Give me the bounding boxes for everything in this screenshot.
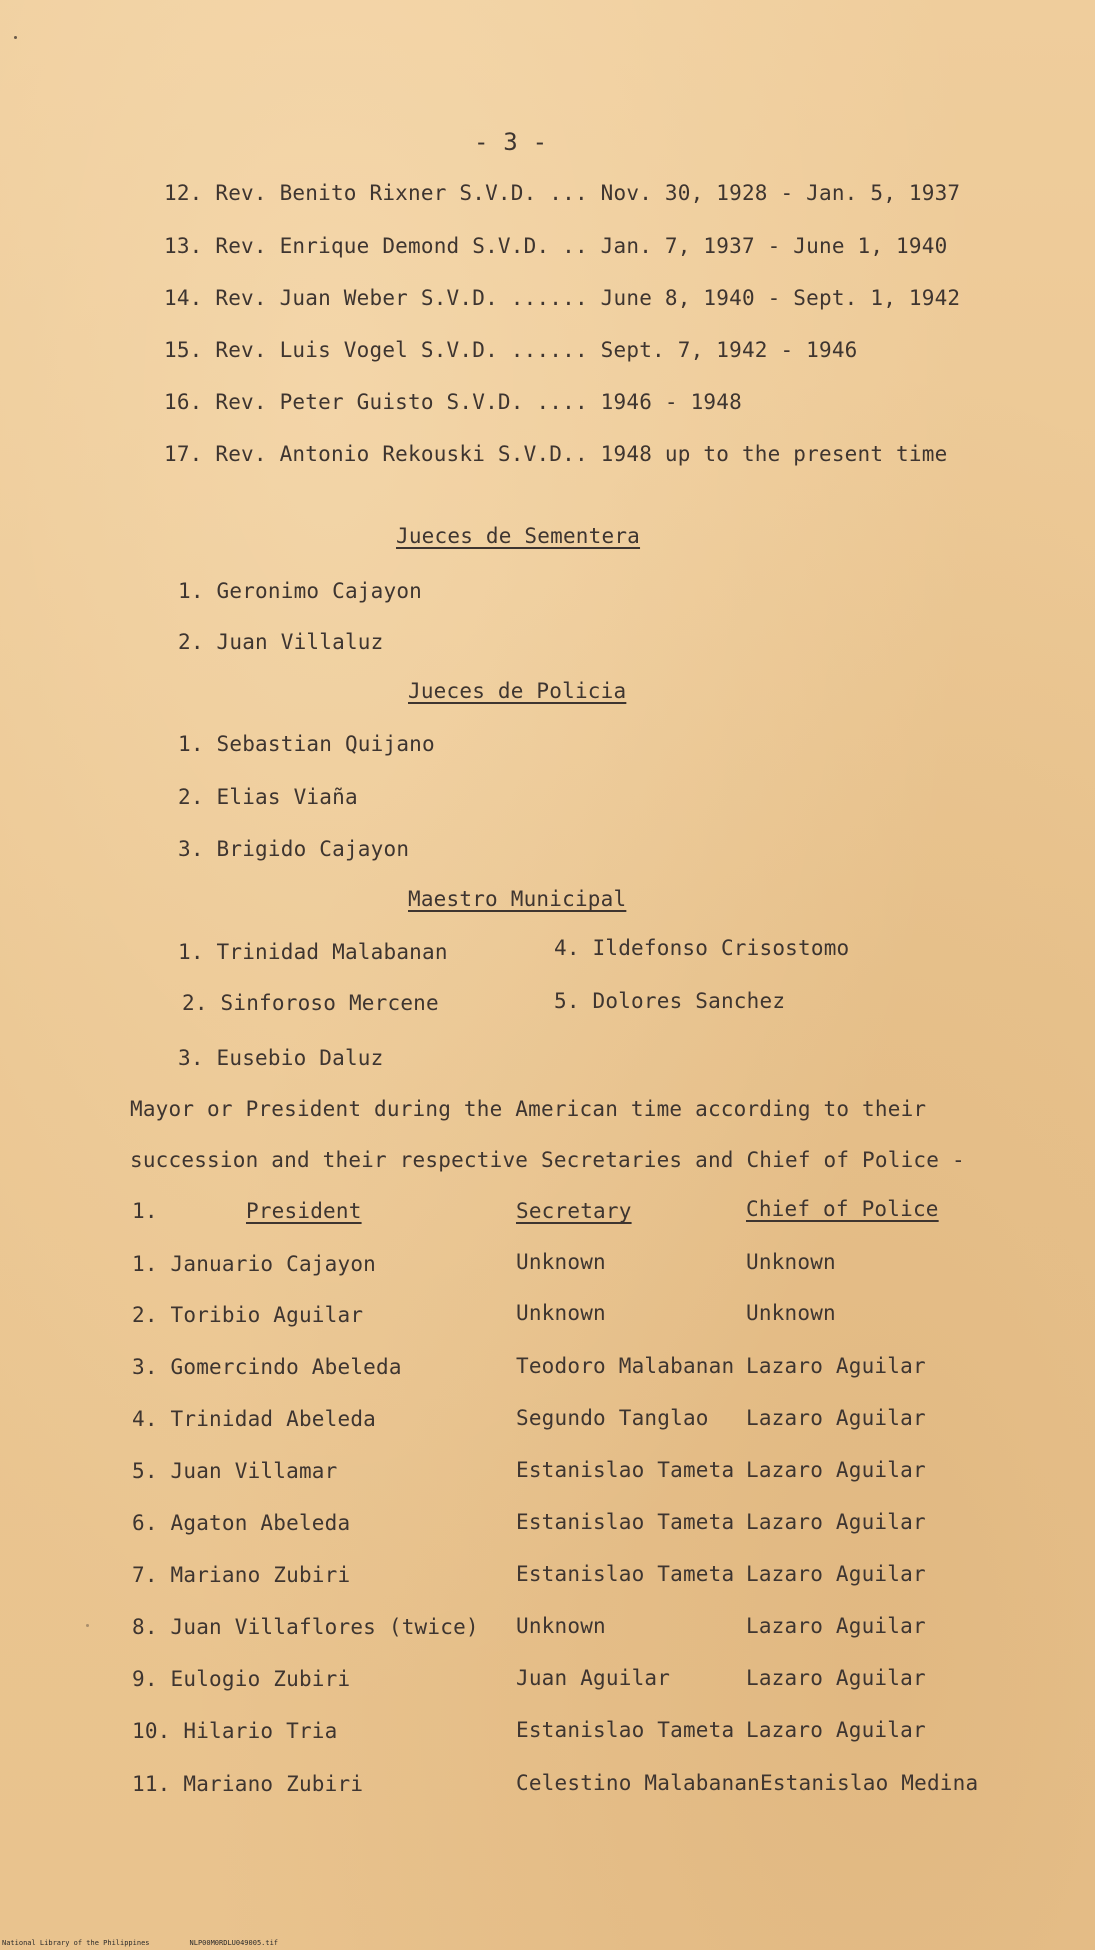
priest-entry: 14. Rev. Juan Weber S.V.D. ...... June 8, 1940 - Sept. 1, 1942 [164, 286, 961, 310]
chief-cell: Lazaro Aguilar [746, 1562, 926, 1586]
secretary-cell: Juan Aguilar [516, 1666, 671, 1690]
section-heading-maestro-municipal: Maestro Municipal [408, 887, 627, 911]
list-item: 5. Dolores Sanchez [554, 989, 786, 1013]
priest-entry: 15. Rev. Luis Vogel S.V.D. ...... Sept. 7, 1942 - 1946 [164, 338, 858, 362]
list-item: 3. Brigido Cajayon [178, 837, 410, 861]
chief-cell: Unknown [746, 1301, 836, 1325]
chief-cell: Lazaro Aguilar [746, 1354, 926, 1378]
section-heading-jueces-sementera: Jueces de Sementera [396, 524, 641, 548]
page-number: - 3 - [474, 128, 548, 156]
scan-footer [2, 1938, 278, 1948]
president-cell: 9. Eulogio Zubiri [132, 1667, 351, 1691]
secretary-cell: Unknown [516, 1614, 606, 1638]
chief-cell: Estanislao Medina [760, 1771, 979, 1795]
scan-speck [86, 1624, 89, 1627]
list-item: 2. Sinforoso Mercene [182, 991, 439, 1015]
chief-cell: Lazaro Aguilar [746, 1458, 926, 1482]
president-cell: 3. Gomercindo Abeleda [132, 1355, 402, 1379]
chief-cell: Lazaro Aguilar [746, 1614, 926, 1638]
table-header-chief-of-police: Chief of Police [746, 1197, 939, 1221]
priest-entry: 13. Rev. Enrique Demond S.V.D. .. Jan. 7, 1937 - June 1, 1940 [164, 234, 948, 258]
list-item: 4. Ildefonso Crisostomo [554, 936, 850, 960]
list-item: 2. Elias Viaña [178, 785, 358, 809]
priest-entry: 12. Rev. Benito Rixner S.V.D. ... Nov. 30, 1928 - Jan. 5, 1937 [164, 181, 961, 205]
secretary-cell: Segundo Tanglao [516, 1406, 709, 1430]
chief-cell: Lazaro Aguilar [746, 1406, 926, 1430]
list-item: 1. Geronimo Cajayon [178, 579, 423, 603]
list-item: 3. Eusebio Daluz [178, 1046, 384, 1070]
list-item: 1. Sebastian Quijano [178, 732, 435, 756]
priest-entry: 16. Rev. Peter Guisto S.V.D. .... 1946 - 1948 [164, 390, 742, 414]
president-cell: 5. Juan Villamar [132, 1459, 338, 1483]
chief-cell: Lazaro Aguilar [746, 1510, 926, 1534]
table-header-secretary: Secretary [516, 1199, 632, 1223]
president-cell: 8. Juan Villaflores (twice) [132, 1615, 479, 1639]
secretary-cell: Unknown [516, 1250, 606, 1274]
table-header-president: President [246, 1199, 362, 1223]
president-cell: 4. Trinidad Abeleda [132, 1407, 377, 1431]
president-cell: 1. Januario Cajayon [132, 1252, 377, 1276]
priest-entry: 17. Rev. Antonio Rekouski S.V.D.. 1948 up to the present time [164, 442, 948, 466]
secretary-cell: Estanislao Tameta [516, 1458, 735, 1482]
intro-line: Mayor or President during the American time according to their [130, 1097, 927, 1121]
secretary-cell: Teodoro Malabanan [516, 1354, 735, 1378]
secretary-cell: Unknown [516, 1301, 606, 1325]
president-cell: 7. Mariano Zubiri [132, 1563, 351, 1587]
list-item: 1. Trinidad Malabanan [178, 940, 448, 964]
footer-library: National Library of the Philippines [2, 1939, 150, 1947]
chief-cell: Lazaro Aguilar [746, 1718, 926, 1742]
president-cell: 2. Toribio Aguilar [132, 1303, 364, 1327]
scan-speck [14, 36, 17, 39]
list-item: 2. Juan Villaluz [178, 630, 384, 654]
chief-cell: Unknown [746, 1250, 836, 1274]
secretary-cell: Celestino Malabanan [516, 1771, 761, 1795]
intro-line: succession and their respective Secretaries and Chief of Police - [130, 1148, 965, 1172]
secretary-cell: Estanislao Tameta [516, 1562, 735, 1586]
president-cell: 10. Hilario Tria [132, 1719, 338, 1743]
president-cell: 11. Mariano Zubiri [132, 1772, 364, 1796]
footer-file: NLP00M0RDLU049005.tif [189, 1939, 279, 1947]
table-number-header: 1. [132, 1199, 158, 1223]
chief-cell: Lazaro Aguilar [746, 1666, 926, 1690]
president-cell: 6. Agaton Abeleda [132, 1511, 351, 1535]
secretary-cell: Estanislao Tameta [516, 1718, 735, 1742]
section-heading-jueces-policia: Jueces de Policia [408, 679, 627, 703]
secretary-cell: Estanislao Tameta [516, 1510, 735, 1534]
